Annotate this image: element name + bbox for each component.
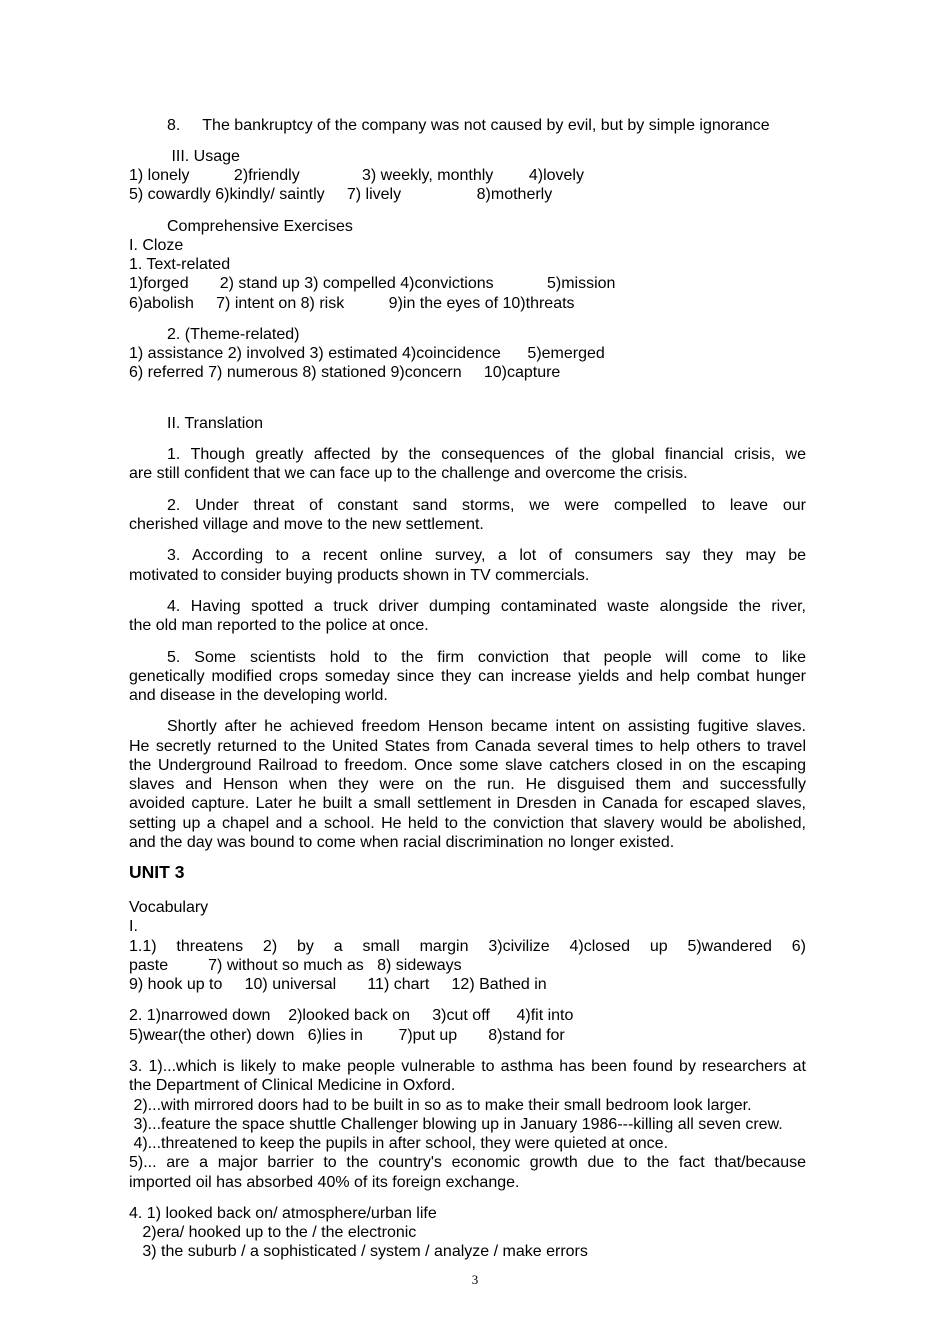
text-line: and the day was bound to come when racial discrimination no longer existed. bbox=[129, 834, 675, 851]
text-line: 3) the suburb / a sophisticated / system / analyze / make errors bbox=[129, 1243, 588, 1260]
text-line: 5)wear(the other) down 6)lies in 7)put up 8)stand for bbox=[129, 1027, 565, 1044]
text-line: slaves and Henson when they were on the run. He disguised them and successfully bbox=[129, 776, 806, 793]
text-line: 5) cowardly 6)kindly/ saintly 7) lively 8)motherly bbox=[129, 186, 553, 203]
text-line: 1)forged 2) stand up 3) compelled 4)convictions 5)mission bbox=[129, 275, 616, 292]
text-line: 8. The bankruptcy of the company was not caused by evil, but by simple ignorance bbox=[167, 117, 770, 134]
text-line: and disease in the developing world. bbox=[129, 687, 388, 704]
text-line: 2. Under threat of constant sand storms, we were compelled to leave our bbox=[167, 497, 806, 514]
text-line: 2. (Theme-related) bbox=[167, 326, 300, 343]
text-line: 6) referred 7) numerous 8) stationed 9)concern 10)capture bbox=[129, 364, 561, 381]
text-line: 1) assistance 2) involved 3) estimated 4)coincidence 5)emerged bbox=[129, 345, 605, 362]
section-heading: Comprehensive Exercises bbox=[167, 218, 353, 235]
text-line: 6)abolish 7) intent on 8) risk 9)in the eyes of 10)threats bbox=[129, 295, 575, 312]
text-line: He secretly returned to the United States from Canada several times to help others to travel bbox=[129, 738, 806, 755]
text-line: the old man reported to the police at once. bbox=[129, 617, 429, 634]
text-line: genetically modified crops someday since they can increase yields and help combat hunger bbox=[129, 668, 806, 685]
text-line: imported oil has absorbed 40% of its foreign exchange. bbox=[129, 1174, 520, 1191]
text-line: setting up a chapel and a school. He held to the conviction that slavery would be abolished, bbox=[129, 815, 806, 832]
text-line: 2. 1)narrowed down 2)looked back on 3)cut off 4)fit into bbox=[129, 1007, 574, 1024]
unit-heading: UNIT 3 bbox=[129, 862, 185, 882]
text-line: 1) lonely 2)friendly 3) weekly, monthly 4)lovely bbox=[129, 167, 584, 184]
text-line: cherished village and move to the new settlement. bbox=[129, 516, 484, 533]
text-line: 4. Having spotted a truck driver dumping contaminated waste alongside the river, bbox=[167, 598, 806, 615]
text-line: 2)...with mirrored doors had to be built in so as to make their small bedroom look larger. bbox=[129, 1097, 752, 1114]
text-line: 3. 1)...which is likely to make people vulnerable to asthma has been found by researchers at bbox=[129, 1058, 806, 1075]
text-line: 1. Text-related bbox=[129, 256, 231, 273]
text-line: 3. According to a recent online survey, a lot of consumers say they may be bbox=[167, 547, 806, 564]
text-line: 3)...feature the space shuttle Challenger blowing up in January 1986---killing all seven crew. bbox=[129, 1116, 783, 1133]
text-line: 4)...threatened to keep the pupils in after school, they were quieted at once. bbox=[129, 1135, 669, 1152]
text-line: paste 7) without so much as 8) sideways bbox=[129, 957, 462, 974]
text-line: 5. Some scientists hold to the firm conviction that people will come to like bbox=[167, 649, 806, 666]
text-line: 2)era/ hooked up to the / the electronic bbox=[129, 1224, 417, 1241]
text-line: motivated to consider buying products shown in TV commercials. bbox=[129, 567, 590, 584]
text-line: 4. 1) looked back on/ atmosphere/urban life bbox=[129, 1205, 437, 1222]
text-line: Shortly after he achieved freedom Henson became intent on assisting fugitive slaves. bbox=[167, 718, 806, 735]
text-line: 1.1) threatens 2) by a small margin 3)civilize 4)closed up 5)wandered 6) bbox=[129, 938, 806, 955]
section-heading: III. Usage bbox=[167, 148, 240, 165]
text-line: are still confident that we can face up to the challenge and overcome the crisis. bbox=[129, 465, 688, 482]
text-line: the Department of Clinical Medicine in Oxford. bbox=[129, 1077, 456, 1094]
text-line: I. bbox=[129, 918, 138, 935]
section-heading: II. Translation bbox=[167, 415, 264, 432]
text-line: 5)... are a major barrier to the country's economic growth due to the fact that/because bbox=[129, 1154, 806, 1171]
page-number: 3 bbox=[471, 1272, 479, 1287]
text-line: avoided capture. Later he built a small settlement in Dresden in Canada for escaped slaves, bbox=[129, 795, 806, 812]
text-line: I. Cloze bbox=[129, 237, 184, 254]
section-heading: Vocabulary bbox=[129, 899, 209, 916]
text-line: 9) hook up to 10) universal 11) chart 12) Bathed in bbox=[129, 976, 547, 993]
text-line: 1. Though greatly affected by the consequences of the global financial crisis, we bbox=[167, 446, 806, 463]
text-line: the Underground Railroad to freedom. Once some slave catchers closed in on the escaping bbox=[129, 757, 806, 774]
